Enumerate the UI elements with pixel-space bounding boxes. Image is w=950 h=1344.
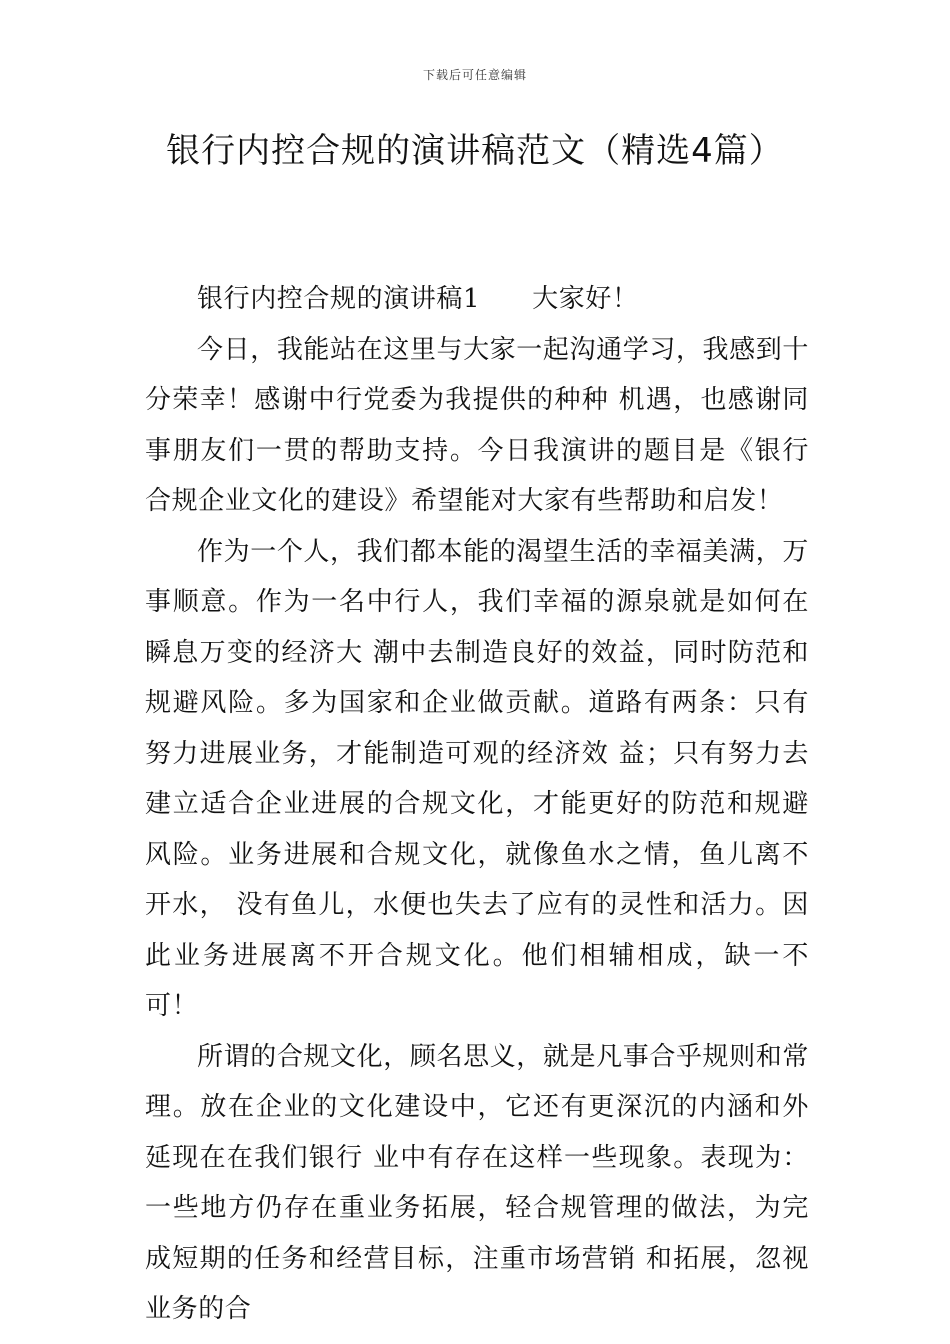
greeting: 大家好！ — [532, 284, 639, 314]
speech-heading-line — [145, 274, 809, 325]
header-note: 下载后可任意编辑 — [422, 68, 527, 82]
paragraph-1: 今日，我能站在这里与大家一起沟通学习，我感到十分荣幸！感谢中行党委为我提供的种种 机遇，也感谢同事朋友们一贯的帮助支持。今日我演讲的题目是《银行合规企业文化的建设》希望能对大家有些帮助和启发！ — [145, 334, 809, 516]
speech-heading: 银行内控合规的演讲稿1 — [197, 284, 481, 314]
document-body — [145, 274, 809, 1335]
document-title: 银行内控合规的演讲稿范文（精选4篇） — [166, 131, 784, 171]
paragraph-2: 作为一个人，我们都本能的渴望生活的幸福美满，万事顺意。作为一名中行人，我们幸福的源泉就是如何在瞬息万变的经济大 潮中去制造良好的效益，同时防范和规避风险。多为国家和企业做贡献。道路有两条：只有努力进展业务，才能制造可观的经济效 益；只有努力去建立适合企业进展的合规文化，才能更好的防范和规避风险。业务进展和合规文化，就像鱼水之情，鱼儿离不开水， 没有鱼儿，水便也失去了应有的灵性和活力。因此业务进展离不开合规文化。他们相辅相成，缺一不可！ — [145, 536, 809, 1021]
paragraph-3: 所谓的合规文化，顾名思义，就是凡事合乎规则和常理。放在企业的文化建设中，它还有更深沉的内涵和外延现在在我们银行 业中有存在这样一些现象。表现为：一些地方仍存在重业务拓展，轻合规管理的做法，为完成短期的任务和经营目标，注重市场营销 和拓展，忽视业务的合 — [145, 1041, 809, 1324]
